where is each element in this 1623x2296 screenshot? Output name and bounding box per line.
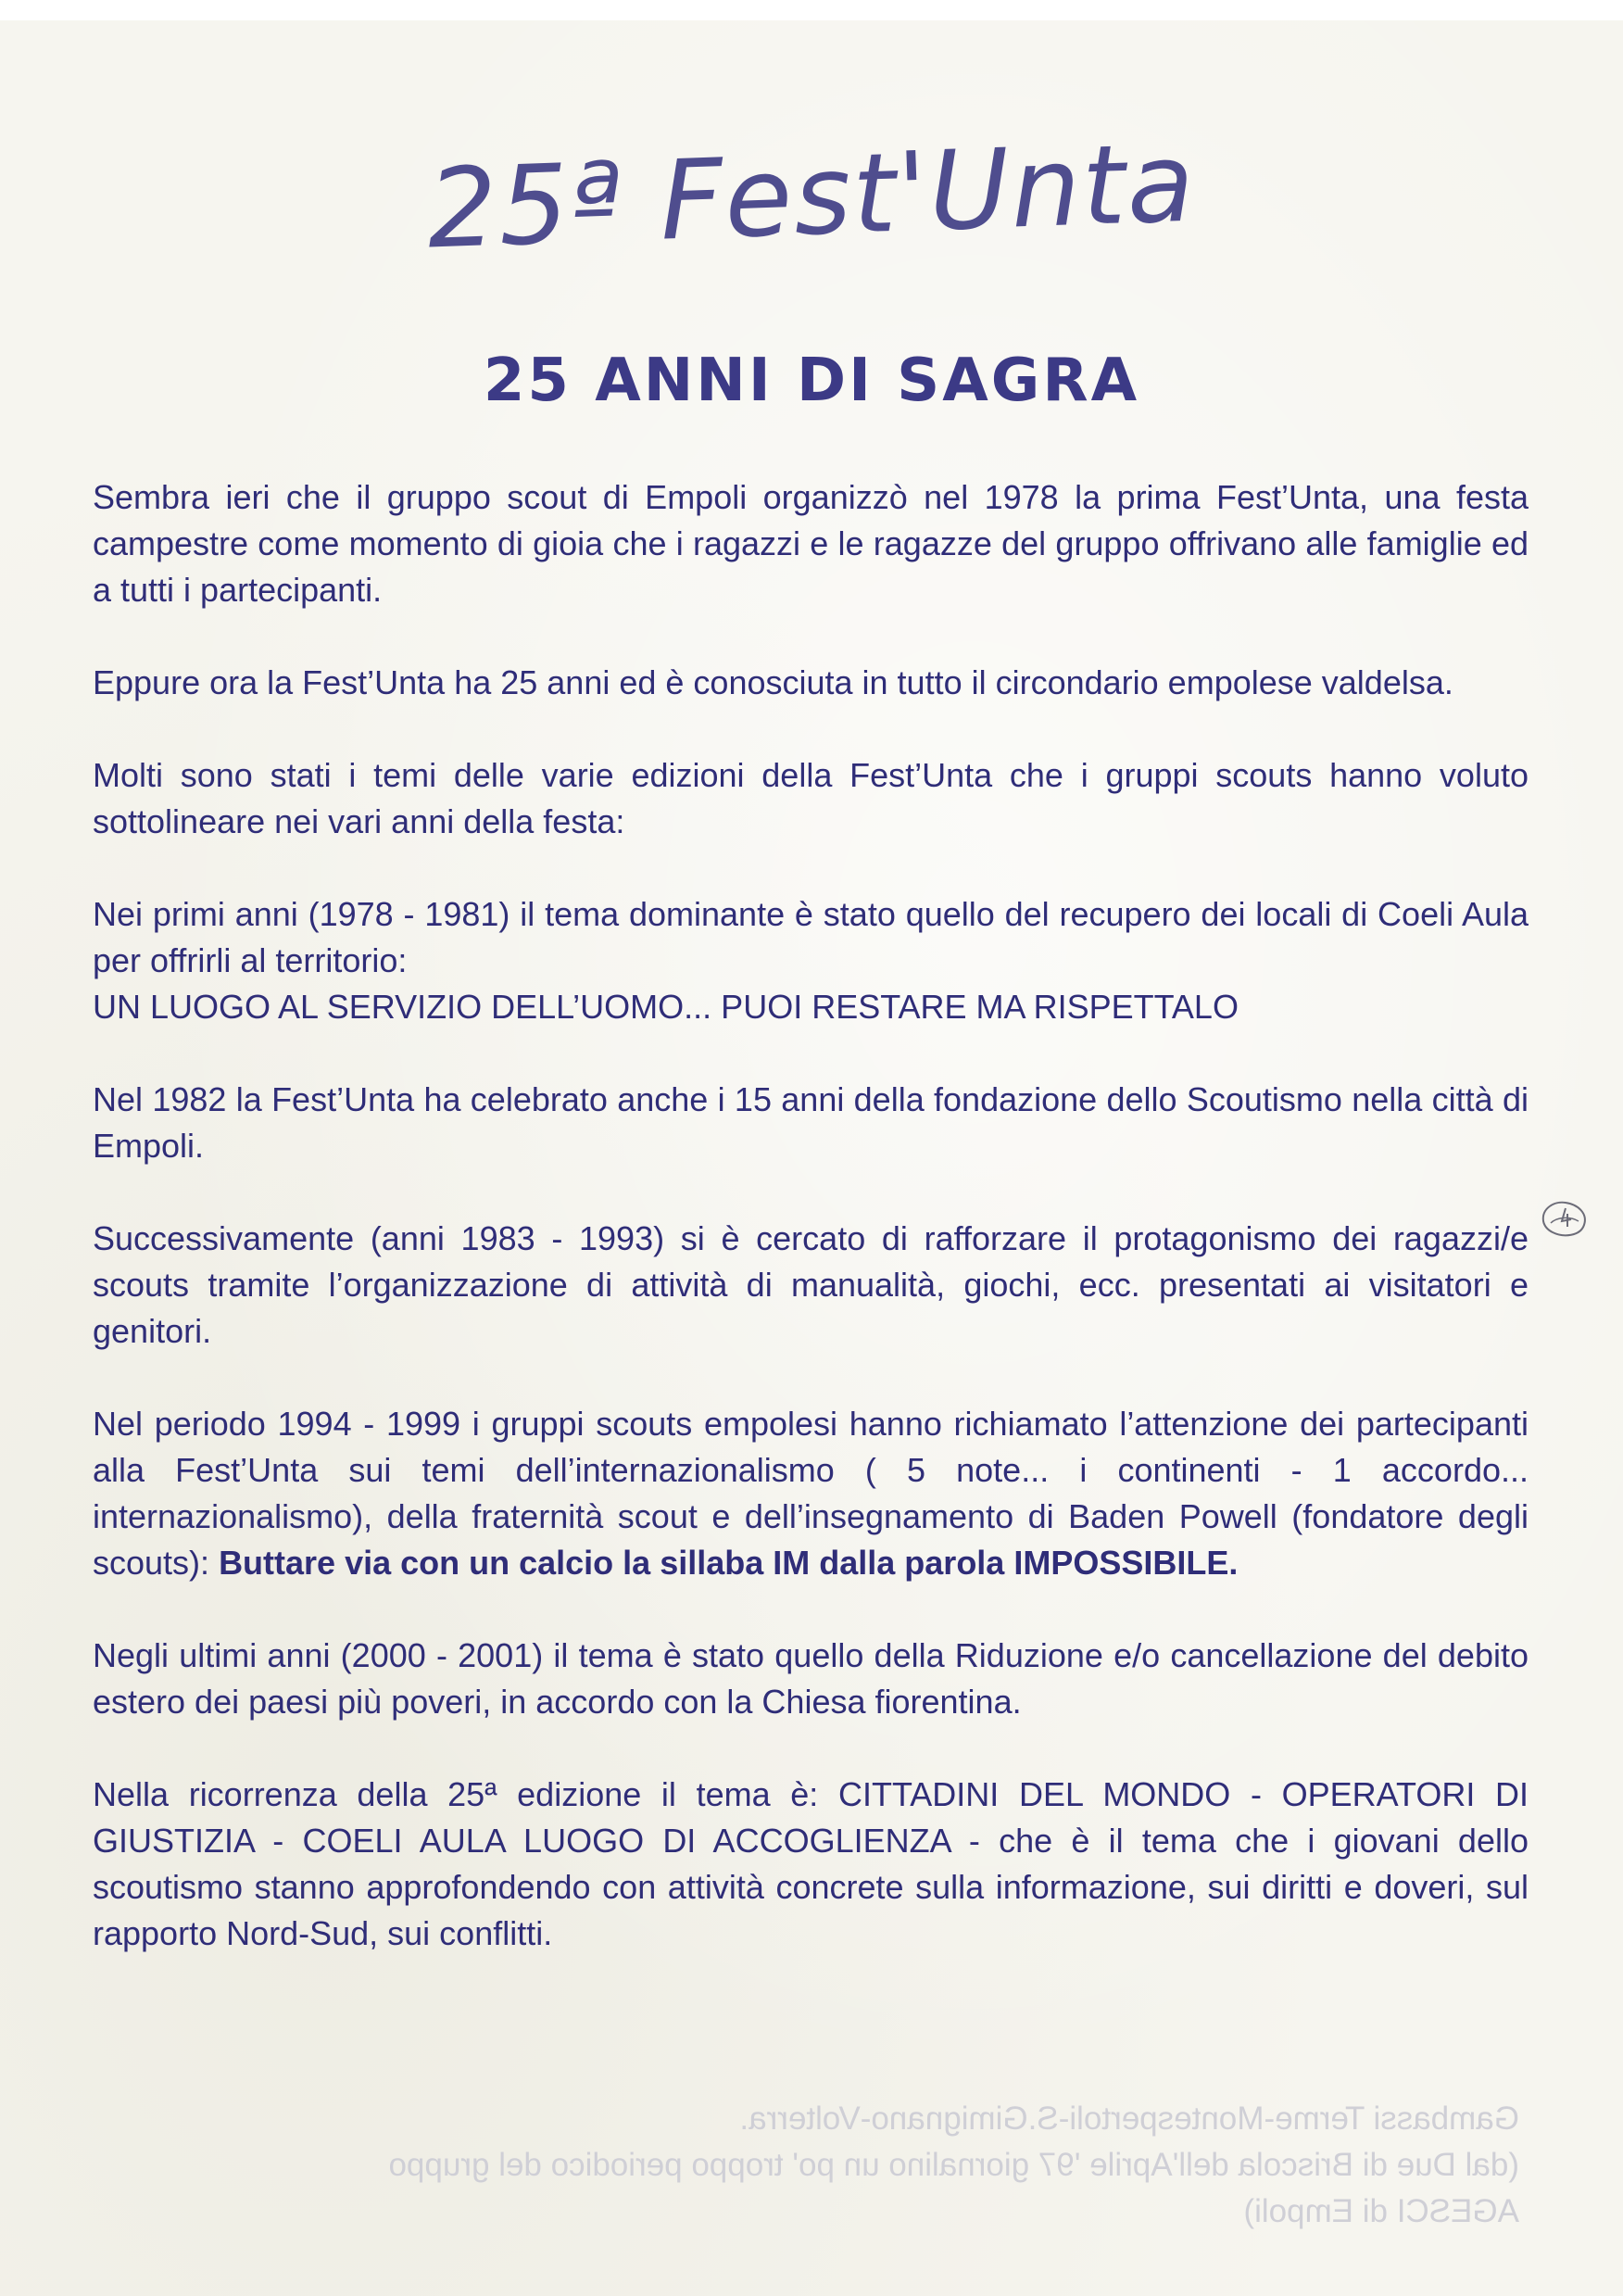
paragraph-4-text: Nei primi anni (1978 - 1981) il tema dominante è stato quello del recupero dei locali di Coeli Aula per offrirli al territorio: xyxy=(93,895,1529,979)
page-number-stamp-icon xyxy=(1538,1195,1592,1242)
bleed-line-3: AGESCI di Empoli) xyxy=(1243,2193,1519,2229)
paragraph-3: Molti sono stati i temi delle varie edizioni della Fest’Unta che i gruppi scouts hanno voluto sottolineare nei vari anni della festa: xyxy=(93,756,1529,840)
bleed-through-text xyxy=(139,2096,1519,2235)
article-body xyxy=(93,474,1529,2003)
paragraph-6: Successivamente (anni 1983 - 1993) si è cercato di rafforzare il protagonismo dei ragazzi/e scouts tramite l’organizzazione di attività di manualità, giochi, ecc. presentati ai visitatori e genitori. xyxy=(93,1219,1529,1350)
page-subtitle: 25 ANNI DI SAGRA xyxy=(483,347,1140,415)
paragraph-9: Nella ricorrenza della 25ª edizione il tema è: CITTADINI DEL MONDO - OPERATORI DI GIUSTIZIA - COELI AULA LUOGO DI ACCOGLIENZA - che è il tema che i giovani dello scoutismo stanno approfondendo con attività concrete sulla informazione, sui diritti e doveri, sul rapporto Nord-Sud, sui conflitti. xyxy=(93,1775,1529,1952)
paragraph-2: Eppure ora la Fest’Unta ha 25 anni ed è conosciuta in tutto il circondario empolese valdelsa. xyxy=(93,663,1453,701)
paper-sheet xyxy=(0,20,1623,2296)
paragraph-7-bold: Buttare via con un calcio la sillaba IM dalla parola IMPOSSIBILE. xyxy=(219,1544,1239,1582)
paragraph-4 xyxy=(93,891,1529,1030)
paragraph-5: Nel 1982 la Fest’Unta ha celebrato anche i 15 anni della fondazione dello Scoutismo nella città di Empoli. xyxy=(93,1080,1529,1165)
bleed-line-2: (dal Due di Briscola dell'Aprile '97 giornalino un po' troppo periodico del gruppo xyxy=(388,2147,1519,2183)
paragraph-8: Negli ultimi anni (2000 - 2001) il tema è stato quello della Riduzione e/o cancellazione del debito estero dei paesi più poveri, in accordo con la Chiesa fiorentina. xyxy=(93,1636,1529,1721)
bleed-line-1: Gambassi Terme-Montespertoli-S.Gimignano-Volterra. xyxy=(739,2100,1519,2137)
festunta-title: 25ª Fest'Unta xyxy=(425,118,1198,273)
paragraph-7 xyxy=(93,1401,1529,1586)
paragraph-4-motto: UN LUOGO AL SERVIZIO DELL’UOMO... PUOI RESTARE MA RISPETTALO xyxy=(93,988,1239,1026)
paragraph-7-text: Nel periodo 1994 - 1999 i gruppi scouts empolesi hanno richiamato l’attenzione dei partecipanti alla Fest’Unta sui temi dell’internazionalismo ( 5 note... i continenti - 1 accordo... internazionalismo), della fraternità scout e dell’insegnamento di Baden Powell (fondatore degli scouts): xyxy=(93,1405,1529,1582)
paragraph-1: Sembra ieri che il gruppo scout di Empoli organizzò nel 1978 la prima Fest’Unta, una festa campestre come momento di gioia che i ragazzi e le ragazze del gruppo offrivano alle famiglie ed a tutti i partecipanti. xyxy=(93,478,1529,609)
